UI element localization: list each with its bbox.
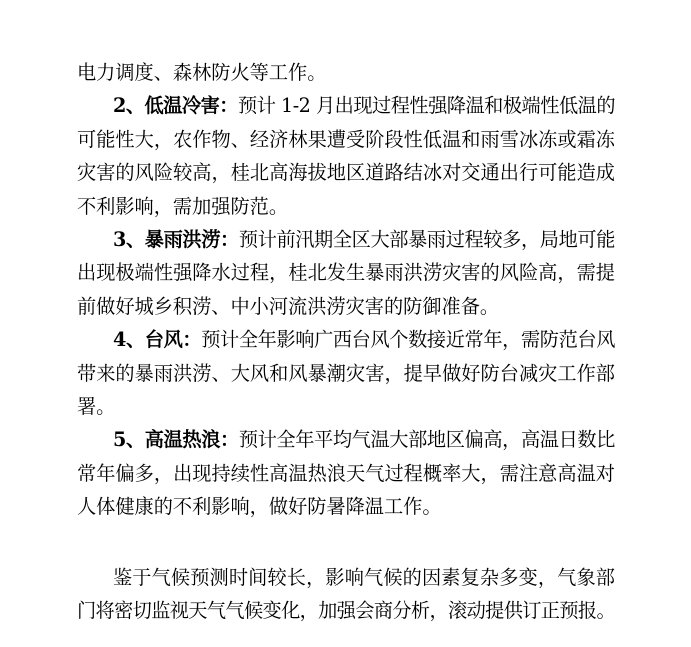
item-heading: 3、暴雨洪涝： [113, 227, 239, 251]
item-text: 预计全年平均气温大部地区偏高，高温日数比 [238, 428, 615, 452]
paragraph-intro-continuation [77, 56, 615, 89]
paragraph-heat-wave [77, 423, 615, 523]
text-line: 带来的暴雨洪涝、大风和风暴潮灾害，提早做好防台减灾工作部 [77, 361, 615, 385]
item-text: 预计 1-2 月出现过程性强降温和极端性低温的 [238, 94, 616, 118]
text-line: 可能性大，农作物、经济林果遭受阶段性低温和雨雪冰冻或霜冻 [77, 127, 615, 151]
paragraph-closing-note [77, 561, 615, 628]
item-text: 预计全年影响广西台风个数接近常年，需防范台风 [201, 328, 616, 352]
item-heading: 5、高温热浪： [113, 428, 239, 452]
text-line [77, 323, 615, 356]
text-line: 出现极端性强降水过程，桂北发生暴雨洪涝灾害的风险高，需提 [77, 261, 615, 285]
text-line: 前做好城乡积涝、中小河流洪涝灾害的防御准备。 [77, 294, 500, 318]
text-line: 署。 [77, 394, 116, 418]
text-line: 常年偏多，出现持续性高温热浪天气过程概率大，需注意高温对 [77, 461, 615, 485]
text-line: 不利影响，需加强防范。 [77, 194, 289, 218]
text-line: 电力调度、森林防火等工作。 [77, 61, 327, 84]
text-line [77, 423, 615, 456]
text-line: 灾害的风险较高，桂北高海拔地区道路结冰对交通出行可能造成 [77, 161, 615, 185]
item-heading: 4、台风： [113, 328, 202, 352]
paragraph-low-temperature [77, 89, 615, 223]
text-line: 人体健康的不利影响，做好防暑降温工作。 [77, 495, 442, 519]
document-page [77, 56, 615, 628]
item-heading: 2、低温冷害： [113, 94, 238, 118]
text-line [77, 223, 615, 256]
text-line [77, 89, 615, 122]
item-text: 预计前汛期全区大部暴雨过程较多，局地可能 [238, 227, 615, 251]
text-line: 门将密切监视天气气候变化，加强会商分析，滚动提供订正预报。 [77, 599, 615, 623]
paragraph-rainstorm-flood [77, 223, 615, 323]
text-line: 鉴于气候预测时间较长，影响气候的因素复杂多变，气象部 [113, 566, 615, 590]
paragraph-typhoon [77, 323, 615, 423]
